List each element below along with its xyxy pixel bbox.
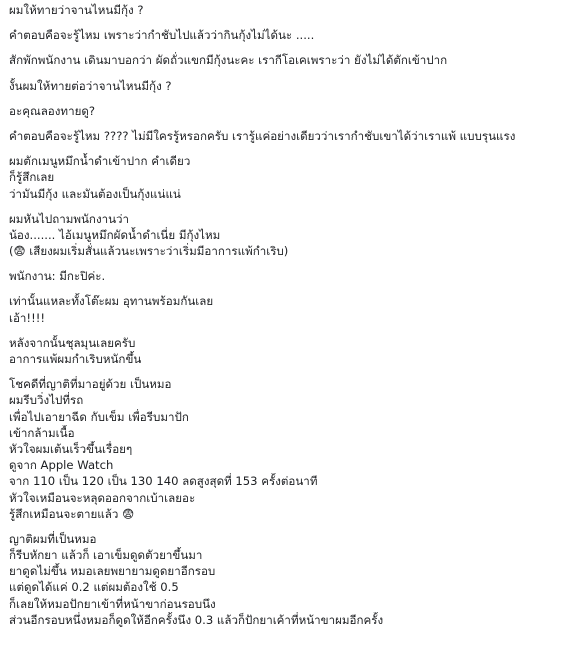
- paragraph-gap: [9, 119, 565, 128]
- post-line: โชคดีที่ญาติที่มาอยู่ด้วย เป็นหมอ: [9, 377, 172, 392]
- paragraph-gap: [9, 367, 565, 376]
- post-line: อะคุณลองทายดู?: [9, 103, 96, 118]
- paragraph-gap: [9, 326, 565, 335]
- paragraph-gap: [9, 522, 565, 531]
- post-line: รู้สึกเหมือนจะตายแล้ว 😨: [9, 506, 135, 521]
- post-line: งั้นผมให้ทายต่อว่าจานไหนมีกุ้ง ?: [9, 78, 172, 93]
- post-line: ว่ามันมีกุ้ง และมันต้องเป็นกุ้งแน่แน่: [9, 186, 181, 201]
- paragraph-gap: [9, 43, 565, 52]
- post-line: พนักงาน: มีกะปิค่ะ.: [9, 269, 106, 284]
- post-paragraph: [9, 335, 565, 367]
- post-line: (😨 เสียงผมเริ่มสั่นแล้วนะเพราะว่าเริ่มมีอาการแพ้กำเริบ): [9, 244, 289, 259]
- post-line: คำตอบคือจะรู้ไหม ???? ไม่มีใครรู้หรอกครับ เรารู้แค่อย่างเดียวว่าเรากำชับเขาได้ว่าเราแพ้ แบบรุนแรง: [9, 128, 516, 143]
- post-line: หัวใจเหมือนจะหลุดออกจากเบ้าเลยอะ: [9, 490, 196, 505]
- post-paragraph: [9, 153, 565, 202]
- post-line: ส่วนอีกรอบหนึ่งหมอก็ดูดให้อีกครั้งนึง 0.3 แล้วก็ปักยาเค้าที่หน้าขาผมอีกครั้ง: [9, 612, 384, 627]
- post-paragraph: [9, 268, 565, 284]
- post-line: ผมหันไปถามพนักงานว่า: [9, 211, 130, 226]
- post-paragraph: [9, 52, 565, 68]
- paragraph-gap: [9, 94, 565, 103]
- post-body: [9, 2, 565, 628]
- paragraph-gap: [9, 259, 565, 268]
- post-line: คำตอบคือจะรู้ไหม เพราะว่ากำชับไปแล้วว่ากินกุ้งไม่ได้นะ .....: [9, 28, 315, 43]
- post-paragraph: [9, 2, 565, 18]
- post-paragraph: [9, 211, 565, 260]
- post-line: เพื่อไปเอายาฉีด กับเข็ม เพื่อรีบมาปัก: [9, 409, 189, 424]
- paragraph-gap: [9, 144, 565, 153]
- post-line: ดูจาก Apple Watch: [9, 458, 114, 473]
- post-paragraph: [9, 103, 565, 119]
- post-line: หัวใจผมเต้นเร็วขึ้นเรื่อยๆ: [9, 441, 133, 456]
- post-line: อาการแพ้ผมกำเริบหนักขึ้น: [9, 352, 142, 366]
- post-paragraph: [9, 293, 565, 325]
- post-line: ญาติผมที่เป็นหมอ: [9, 531, 97, 546]
- post-line: หลังจากนั้นชุลมุนเลยครับ: [9, 335, 136, 350]
- post-paragraph: [9, 78, 565, 94]
- post-line: ก็รีบหักยา แล้วก็ เอาเข็มดูดตัวยาขึ้นมา: [9, 548, 203, 563]
- post-paragraph: [9, 531, 565, 628]
- paragraph-gap: [9, 18, 565, 27]
- post-line: ผมให้ทายว่าจานไหนมีกุ้ง ?: [9, 3, 144, 17]
- post-line: น้อง....... ไอ้เมนูหมึกผัดน้ำดำเนี่ย มีกุ้งไหม: [9, 227, 221, 242]
- post-paragraph: [9, 27, 565, 43]
- paragraph-gap: [9, 202, 565, 211]
- post-line: เท่านั้นแหละทั้งโต๊ะผม อุทานพร้อมกันเลย: [9, 294, 214, 309]
- post-line: แต่ดูดได้แค่ 0.2 แต่ผมต้องใช้ 0.5: [9, 580, 179, 595]
- post-line: ผมตักเมนูหมึกน้ำดำเข้าปาก คำเดียว: [9, 154, 191, 169]
- post-paragraph: [9, 376, 565, 522]
- paragraph-gap: [9, 284, 565, 293]
- post-line: เข้ากล้ามเนื้อ: [9, 425, 75, 440]
- post-line: ยาดูดไม่ขึ้น หมอเลยพยายามดูดยาอีกรอบ: [9, 564, 216, 579]
- post-line: ก็เลยให้หมอปักยาเข้าที่หน้าขาก่อนรอบนึง: [9, 596, 216, 611]
- post-line: สักพักพนักงาน เดินมาบอกว่า ผัดถั่วแขกมีกุ้งนะคะ เรากีโอเคเพราะว่า ยังไม่ได้ตักเข้าปาก: [9, 53, 448, 68]
- post-line: เอ้า!!!!: [9, 310, 46, 325]
- post-line: ผมรีบวิ่งไปที่รถ: [9, 393, 84, 408]
- post-line: ก็รู้สึกเลย: [9, 170, 55, 185]
- post-paragraph: [9, 128, 565, 144]
- paragraph-gap: [9, 69, 565, 78]
- post-line: จาก 110 เป็น 120 เป็น 130 140 ลดสูงสุดที่ 153 ครั้งต่อนาที: [9, 474, 318, 489]
